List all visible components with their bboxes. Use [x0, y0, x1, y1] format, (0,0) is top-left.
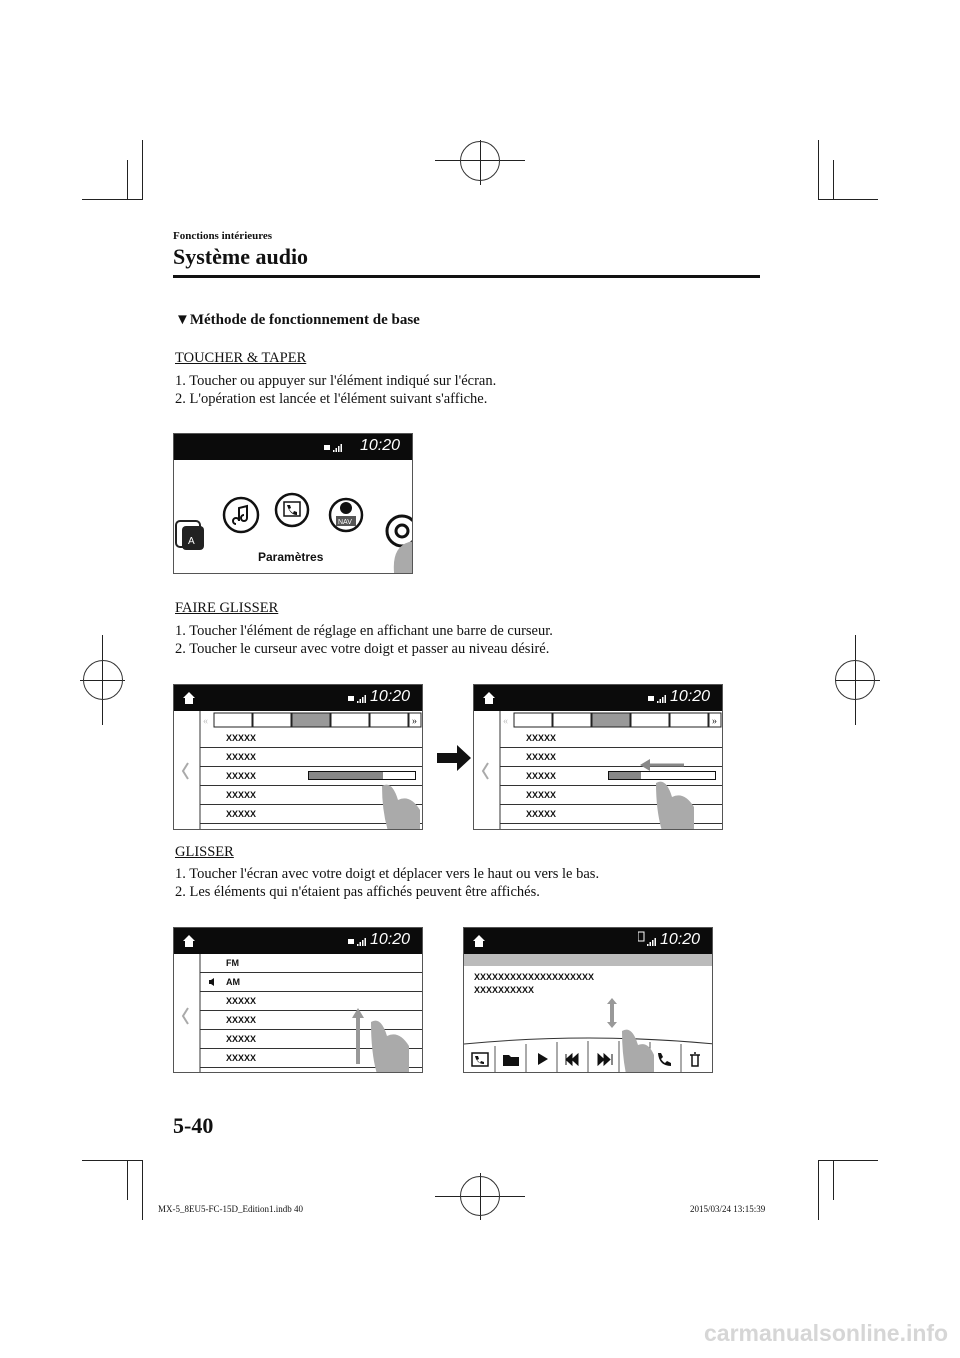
- back-chevron-icon: [183, 763, 188, 779]
- list-item[interactable]: AM: [226, 977, 240, 987]
- touch-heading: TOUCHER & TAPER: [175, 350, 307, 366]
- wifi-signal-icon: [638, 931, 656, 947]
- list-item: XXXXX: [226, 771, 257, 781]
- crop-mark: [833, 160, 834, 200]
- swipe-gesture: [349, 1008, 423, 1073]
- drag-heading: FAIRE GLISSER: [175, 600, 279, 616]
- status-bar: [174, 434, 412, 460]
- message-text: [474, 971, 594, 997]
- crop-mark: [833, 1160, 834, 1200]
- home-icon: [472, 934, 486, 948]
- status-bar: [474, 685, 722, 711]
- message-line: XXXXXXXXXX: [474, 985, 535, 995]
- home-icon: [482, 691, 496, 705]
- list-item: XXXXX: [226, 809, 257, 819]
- next-icon: [598, 1054, 612, 1065]
- list-item: XXXXX: [526, 733, 557, 743]
- touch-step-2: 2. L'opération est lancée et l'élément suivant s'affiche.: [175, 391, 488, 407]
- triangle-down-icon: ▼: [175, 312, 190, 328]
- home-icon: [182, 691, 196, 705]
- list-item: XXXXX: [526, 771, 557, 781]
- touch-step-1: 1. Toucher ou appuyer sur l'élément indiqué sur l'écran.: [175, 373, 497, 389]
- battery-signal-icon: [348, 694, 366, 704]
- swipe-step-2: 2. Les éléments qui n'étaient pas affichés peuvent être affichés.: [175, 884, 540, 900]
- list-item[interactable]: XXXXX: [226, 1015, 257, 1025]
- list-item: XXXXX: [526, 752, 557, 762]
- crop-mark: [142, 1160, 143, 1220]
- list-item[interactable]: XXXXX: [226, 996, 257, 1006]
- title-strip: [464, 954, 712, 966]
- svg-text:NAV: NAV: [338, 519, 352, 526]
- crop-mark: [82, 1160, 142, 1161]
- clock: 10:20: [369, 931, 410, 948]
- crop-mark: [142, 140, 143, 200]
- battery-signal-icon: [324, 443, 342, 453]
- battery-signal-icon: [348, 937, 366, 947]
- registration-mark: [83, 660, 123, 700]
- registration-mark: [835, 660, 875, 700]
- svg-text:«: «: [203, 716, 208, 727]
- list-item: XXXXX: [226, 790, 257, 800]
- clock: 10:20: [669, 688, 710, 705]
- home-icon: [182, 934, 196, 948]
- finger-icon: [622, 1030, 654, 1073]
- list-item: XXXXX: [226, 752, 257, 762]
- drag-step-1: 1. Toucher l'élément de réglage en affichant une barre de curseur.: [175, 623, 553, 639]
- apps-icon: [176, 521, 204, 550]
- watermark: carmanualsonline.info: [704, 1320, 949, 1346]
- crop-mark: [818, 1160, 878, 1161]
- footer-date: 2015/03/24 13:15:39: [690, 1204, 766, 1214]
- phone-screen-icon: [472, 1053, 488, 1066]
- arrow-right-icon: [437, 744, 471, 772]
- crop-mark: [127, 1160, 128, 1200]
- touch-screen-illustration: [173, 433, 413, 574]
- drag-gesture: [634, 755, 723, 830]
- speaker-icon: [208, 977, 218, 987]
- back-chevron-icon: [483, 763, 488, 779]
- drag-screen-after: [473, 684, 723, 830]
- crop-mark: [127, 160, 128, 200]
- list-item[interactable]: XXXXX: [226, 1053, 257, 1063]
- list-item: XXXXX: [526, 809, 557, 819]
- clock: 10:20: [369, 688, 410, 705]
- registration-mark: [460, 141, 500, 181]
- page-number: 5-40: [173, 1113, 214, 1138]
- settings-label: Paramètres: [258, 550, 324, 564]
- trash-icon: [690, 1053, 700, 1066]
- crop-mark: [818, 1160, 819, 1220]
- crop-mark: [818, 140, 819, 200]
- list-item[interactable]: XXXXX: [226, 1034, 257, 1044]
- back-chevron-icon: [183, 1008, 188, 1024]
- finger-icon: [374, 781, 423, 830]
- section-heading: ▼Méthode de fonctionnement de base: [175, 312, 420, 328]
- swipe-heading: GLISSER: [175, 844, 234, 860]
- swipe-step-1: 1. Toucher l'écran avec votre doigt et déplacer vers le haut ou vers le bas.: [175, 866, 600, 882]
- call-icon: [658, 1053, 671, 1066]
- status-bar: [174, 685, 422, 711]
- drag-step-2: 2. Toucher le curseur avec votre doigt et passer au niveau désiré.: [175, 641, 550, 657]
- clock: 10:20: [359, 437, 400, 454]
- play-icon: [538, 1053, 548, 1065]
- message-line: XXXXXXXXXXXXXXXXXXXX: [474, 972, 595, 982]
- svg-text:«: «: [503, 716, 508, 727]
- list-item[interactable]: FM: [226, 958, 239, 968]
- svg-text:»: »: [412, 716, 417, 727]
- slider-bar[interactable]: [308, 771, 416, 780]
- clock: 10:20: [659, 931, 700, 948]
- message-screen: [463, 927, 713, 1073]
- page-title: Système audio: [173, 244, 309, 269]
- header-rule: [173, 275, 760, 278]
- folder-icon: [503, 1055, 519, 1066]
- media-toolbar: [464, 998, 713, 1073]
- crop-mark: [818, 199, 878, 200]
- status-bar: [174, 928, 422, 954]
- chapter-label: Fonctions intérieures: [173, 230, 273, 242]
- battery-signal-icon: [648, 694, 666, 704]
- drag-screen-before: [173, 684, 423, 830]
- list-item: XXXXX: [226, 733, 257, 743]
- list-item: XXXXX: [526, 790, 557, 800]
- crop-mark: [82, 199, 142, 200]
- svg-text:»: »: [712, 716, 717, 727]
- phone-icon: [276, 494, 308, 526]
- svg-text:A: A: [188, 536, 195, 547]
- footer-file: MX-5_8EU5-FC-15D_Edition1.indb 40: [158, 1204, 303, 1214]
- registration-mark: [460, 1176, 500, 1216]
- list-screen: [173, 927, 423, 1073]
- status-bar: [464, 928, 712, 954]
- previous-icon: [566, 1054, 578, 1065]
